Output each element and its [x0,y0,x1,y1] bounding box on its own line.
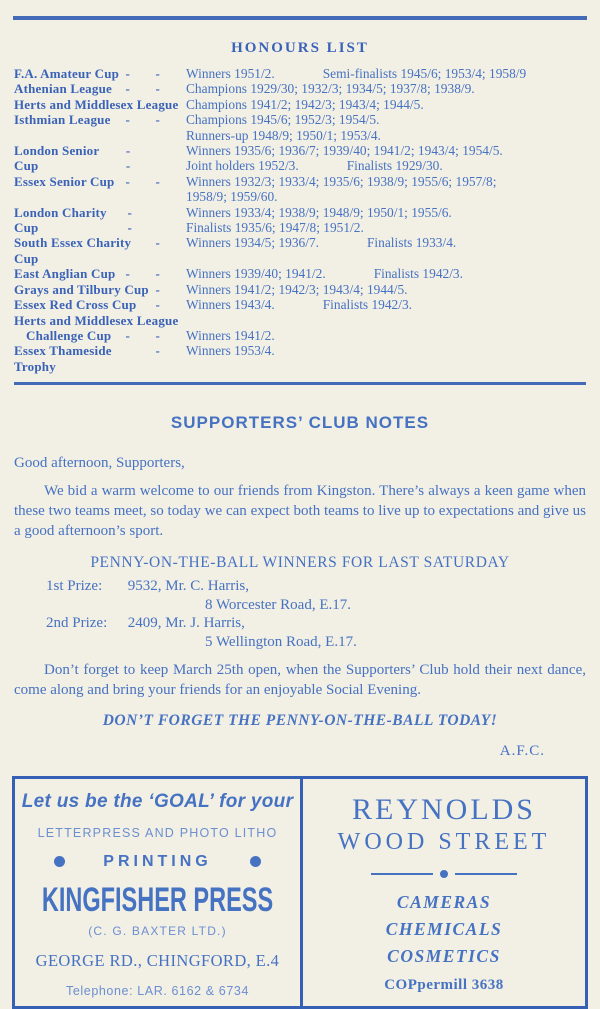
honours-results [186,282,588,297]
honours-results [186,112,588,143]
trophy-name: London Charity Cup [14,204,107,236]
dash-separator: - - [125,173,160,189]
dash-separator: - - [125,327,160,343]
honours-results [186,266,588,281]
honours-results [186,143,588,174]
dash-separator: - - [125,143,131,174]
result-text: Finalists 1942/3. [322,297,413,313]
bullet-dot-icon [250,856,261,867]
honours-row [14,297,588,312]
reynolds-item: COSMETICS [387,946,501,967]
trophy-name-cell [14,297,186,312]
honours-line [186,97,588,112]
result-text: Winners 1933/4; 1938/9; 1948/9; 1950/1; 1955/6. [186,204,452,220]
printing-row [19,853,296,871]
honours-results [186,343,588,358]
honours-line [186,174,588,189]
honours-row [14,66,588,81]
prize-label: 1st Prize: [46,578,103,595]
honours-results [186,81,588,96]
honours-line [186,128,588,143]
honours-row [14,97,588,112]
result-text: Finalists 1933/4. [366,235,457,251]
result-text: Joint holders 1952/3. [186,158,299,174]
result-text: Finalists 1929/30. [346,158,443,174]
welcome-paragraph: We bid a warm welcome to our friends from Kingston. There’s always a keen game when these two teams meet, so today we can expect both teams to live up to expectations and give us a good afternoon’s sport. [14,483,586,540]
honours-row [14,143,588,174]
prize-winner: 9532, Mr. C. Harris, [124,578,249,595]
result-text: Champions 1941/2; 1942/3; 1943/4; 1944/5. [186,96,424,112]
honours-results [186,66,588,81]
honours-line [186,282,588,297]
honours-line [186,328,588,343]
honours-list [14,66,588,374]
prize-address: 8 Worcester Road, E.17. [205,596,351,613]
salutation: Good afternoon, Supporters, [14,455,185,472]
advertisements [12,776,588,1009]
kingfisher-phone: Telephone: LAR. 6162 & 6734 [66,984,249,999]
divider-dot-icon [440,870,448,878]
honours-row [14,282,588,297]
trophy-name: Essex Thameside Trophy [14,343,112,374]
honours-line [186,143,588,158]
trophy-name: South Essex Charity Cup [14,235,132,266]
result-text: Champions 1945/6; 1952/3; 1954/5. [186,112,380,128]
dash-separator: - [155,281,160,297]
trophy-name: Essex Senior Cup [14,173,115,189]
trophy-name: Athenian League [14,81,112,97]
trophy-name-cell [14,282,186,297]
honours-line [186,220,588,235]
result-text: Semi-finalists 1945/6; 1953/4; 1958/9 [322,66,527,81]
honours-line [186,235,588,250]
honours-line [186,81,588,96]
bullet-dot-icon [54,856,65,867]
result-text: Finalists 1942/3. [373,266,463,282]
dance-paragraph: Don’t forget to keep March 25th open, when the Supporters’ Club hold their next dance, come along and bring your friends for an enjoyable Social Evening. [14,662,586,699]
result-text: 1958/9; 1959/60. [186,189,278,205]
trophy-name-cell [14,174,186,189]
supporters-club-notes-title: SUPPORTERS’ CLUB NOTES [170,413,430,433]
honours-line [186,205,588,220]
reynolds-wood-street-ad [303,779,585,1006]
kingfisher-address: GEORGE RD., CHINGFORD, E.4 [35,951,280,971]
dash-separator: - - [127,204,133,236]
honours-row [14,313,588,328]
honours-row [14,174,588,205]
honours-line [186,158,588,173]
reynolds-item: CHEMICALS [385,919,503,940]
reynolds-items [307,892,581,967]
kingfisher-press-name: KINGFISHER PRESS [41,880,274,918]
trophy-name: Grays and Tilbury Cup [14,281,149,297]
reynolds-item: CAMERAS [396,892,492,913]
prize-label: 2nd Prize: [46,615,108,632]
dash-separator: - - [125,266,160,282]
trophy-name: East Anglian Cup [14,266,116,282]
result-text: Finalists 1935/6; 1947/8; 1951/2. [186,220,364,236]
reynolds-name: REYNOLDS [351,793,536,827]
trophy-name-cell [14,343,186,374]
honours-line [186,112,588,127]
dash-separator: - - [125,112,160,128]
decorative-divider [307,870,581,878]
honours-row [14,343,588,374]
result-text: Winners 1953/4. [186,343,275,359]
kingfisher-subname: (C. G. BAXTER LTD.) [88,924,227,939]
honours-results [186,297,588,312]
printing-label: PRINTING [103,852,212,870]
honours-line [186,266,588,281]
dash-separator: - [155,235,160,251]
result-text: Winners 1935/6; 1936/7; 1939/40; 1941/2; 1943/4; 1954/5. [186,143,503,159]
trophy-name-cell [14,205,186,236]
result-text: Winners 1939/40; 1941/2. [186,266,326,282]
result-text: Winners 1941/2. [186,327,275,343]
result-text: Winners 1951/2. [186,66,275,81]
trophy-name: Isthmian League [14,112,111,128]
reynolds-street: WOOD STREET [337,829,551,856]
dash-separator: - - [125,66,160,81]
section-divider [14,382,586,385]
honours-results [186,174,588,205]
trophy-name-cell [14,235,186,266]
trophy-name-cell [14,266,186,281]
trophy-name: Herts and Middlesex League [14,312,179,328]
honours-results [186,328,588,343]
honours-row [14,81,588,96]
result-text: Winners 1934/5; 1936/7. [186,235,319,251]
honours-row [14,205,588,236]
honours-line [186,343,588,358]
trophy-name-cell [14,112,186,127]
result-text: Winners 1941/2; 1942/3; 1943/4; 1944/5. [186,281,408,297]
dash-separator: - [155,297,160,313]
prize-line [46,577,600,596]
trophy-name-cell [14,328,186,343]
trophy-name: London Senior Cup [14,143,100,174]
honours-line [186,297,588,312]
trophy-name: Essex Red Cross Cup [14,297,137,313]
prize-address: 5 Wellington Road, E.17. [205,633,357,650]
penny-slogan: DON’T FORGET THE PENNY-ON-THE-BALL TODAY! [102,712,498,730]
penny-on-the-ball-heading: PENNY-ON-THE-BALL WINNERS FOR LAST SATURDAY [90,554,510,572]
trophy-name: F.A. Amateur Cup [14,66,120,81]
signoff: A.F.C. [499,743,545,760]
trophy-name: Herts and Middlesex League [14,96,179,112]
dash-separator: - - [125,81,160,97]
dash-separator: - [155,343,160,359]
result-text: Champions 1929/30; 1932/3; 1934/5; 1937/8; 1938/9. [186,81,475,97]
reynolds-phone: COPpermill 3638 [384,977,504,994]
honours-results [186,97,588,112]
trophy-name-cell [14,143,186,174]
honours-line [186,189,588,204]
divider-line [371,873,433,875]
result-text: Winners 1932/3; 1933/4; 1935/6; 1938/9; 1955/6; 1957/8; [186,173,497,189]
kingfisher-press-ad [15,779,303,1006]
prize-list [46,577,600,651]
prize-winner: 2409, Mr. J. Harris, [124,615,245,632]
trophy-name-cell [14,66,186,81]
prize-line [46,614,600,633]
kingfisher-services: LETTERPRESS AND PHOTO LITHO [37,825,278,840]
trophy-name-cell [14,313,186,328]
top-rule [13,16,587,20]
result-text: Winners 1943/4. [186,297,275,313]
honours-list-title: HONOURS LIST [231,40,369,56]
honours-row [14,112,588,143]
honours-row [14,266,588,281]
trophy-name-cell [14,97,186,112]
honours-row [14,328,588,343]
trophy-name-cell [14,81,186,96]
honours-results [186,205,588,236]
result-text: Runners-up 1948/9; 1950/1; 1953/4. [186,127,381,143]
divider-line [455,873,517,875]
honours-row [14,235,588,266]
honours-line [186,66,588,81]
kingfisher-tagline: Let us be the ‘GOAL’ for your [21,791,294,813]
honours-results [186,235,588,250]
trophy-name: Challenge Cup [26,327,112,343]
